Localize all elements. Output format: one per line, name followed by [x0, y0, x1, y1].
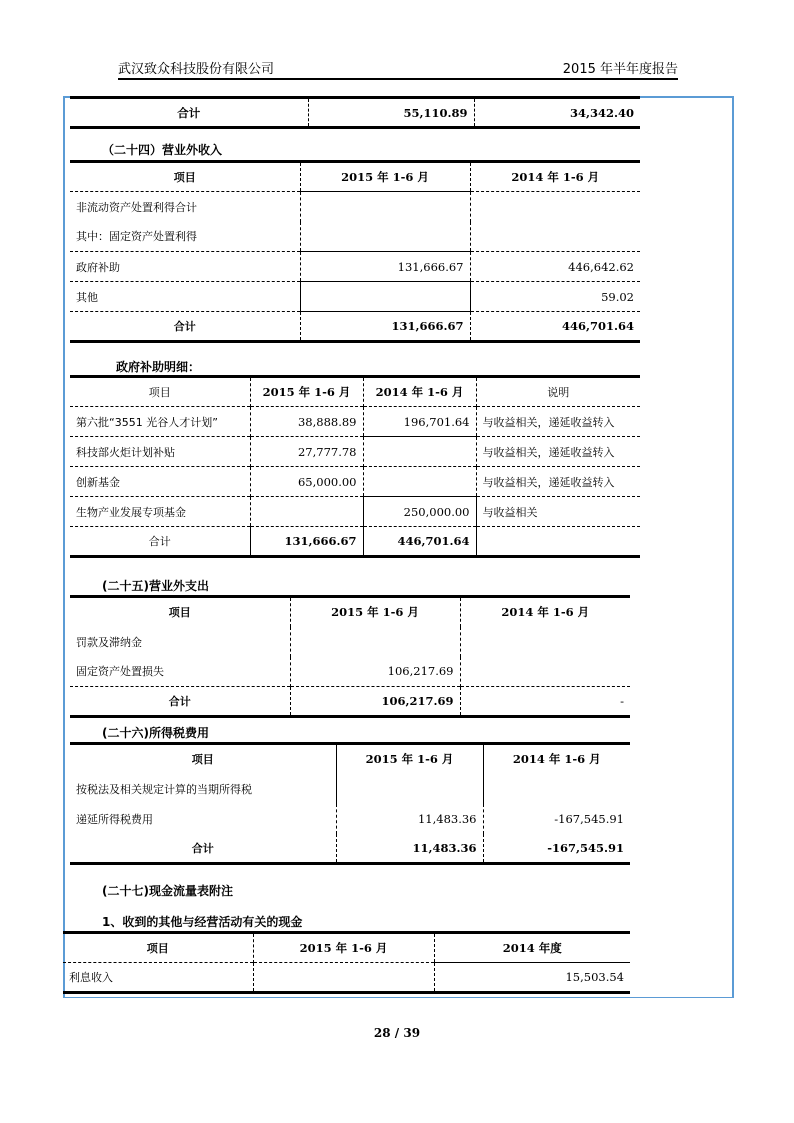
table-row: 固定资产处置损失 106,217.69 [70, 657, 630, 687]
table-row: 非流动资产处置利得合计 [70, 192, 640, 222]
col-header: 2014 年 1-6 月 [363, 377, 476, 407]
col-header: 2014 年度 [434, 933, 630, 963]
col-header: 项目 [70, 377, 250, 407]
cash-flow-note-table [63, 931, 630, 994]
total-label: 合计 [70, 98, 308, 128]
report-title: 2015 年半年度报告 [562, 62, 678, 77]
table-row: 按税法及相关规定计算的当期所得税 [70, 774, 630, 804]
carryover-table [70, 96, 640, 129]
col-header: 2015 年 1-6 月 [253, 933, 434, 963]
col-header: 2014 年 1-6 月 [470, 162, 640, 192]
table-row: 科技部火炬计划补贴 27,777.78 与收益相关，递延收益转入 [70, 437, 640, 467]
table-row: 递延所得税费用 11,483.36 -167,545.91 [70, 804, 630, 834]
section-27-title: (二十七)现金流量表附注 [102, 884, 233, 898]
income-tax-table [70, 742, 630, 865]
col-header: 项目 [63, 933, 253, 963]
total-row: 合计 131,666.67 446,701.64 [70, 312, 640, 342]
total-2015: 55,110.89 [308, 98, 474, 128]
page-number: 28 / 39 [373, 1026, 421, 1040]
total-row: 合计 11,483.36 -167,545.91 [70, 834, 630, 864]
table-row: 其他 59.02 [70, 282, 640, 312]
table-row: 罚款及滞纳金 [70, 627, 630, 657]
table-row: 创新基金 65,000.00 与收益相关，递延收益转入 [70, 467, 640, 497]
total-row: 合计 131,666.67 446,701.64 [70, 527, 640, 557]
total-row: 合计 106,217.69 - [70, 687, 630, 717]
col-header: 2015 年 1-6 月 [336, 744, 483, 774]
non-operating-expense-table [70, 595, 630, 718]
non-operating-income-table [70, 160, 640, 343]
col-header: 项目 [70, 162, 300, 192]
gov-subsidy-title: 政府补助明细： [116, 360, 201, 374]
section-25-title: (二十五)营业外支出 [102, 579, 209, 593]
table-row: 政府补助 131,666.67 446,642.62 [70, 252, 640, 282]
company-name: 武汉致众科技股份有限公司 [118, 62, 275, 77]
col-header: 2015 年 1-6 月 [290, 597, 460, 627]
col-header: 2015 年 1-6 月 [300, 162, 470, 192]
section-26-title: (二十六)所得税费用 [102, 726, 209, 740]
table-row: 第六批“3551 光谷人才计划” 38,888.89 196,701.64 与收益相关，递延收益转入 [70, 407, 640, 437]
col-header: 项目 [70, 597, 290, 627]
total-2014: 34,342.40 [474, 98, 640, 128]
section-27-subtitle: 1、收到的其他与经营活动有关的现金 [102, 915, 303, 929]
table-row: 利息收入 15,503.54 [63, 963, 630, 993]
col-header: 2015 年 1-6 月 [250, 377, 363, 407]
gov-subsidy-table [70, 375, 640, 558]
table-row: 其中：固定资产处置利得 [70, 222, 640, 252]
col-header: 说明 [476, 377, 640, 407]
table-row: 生物产业发展专项基金 250,000.00 与收益相关 [70, 497, 640, 527]
section-24-title: （二十四）营业外收入 [102, 143, 223, 157]
page-header [118, 58, 678, 80]
col-header: 2014 年 1-6 月 [483, 744, 630, 774]
col-header: 2014 年 1-6 月 [460, 597, 630, 627]
col-header: 项目 [70, 744, 336, 774]
